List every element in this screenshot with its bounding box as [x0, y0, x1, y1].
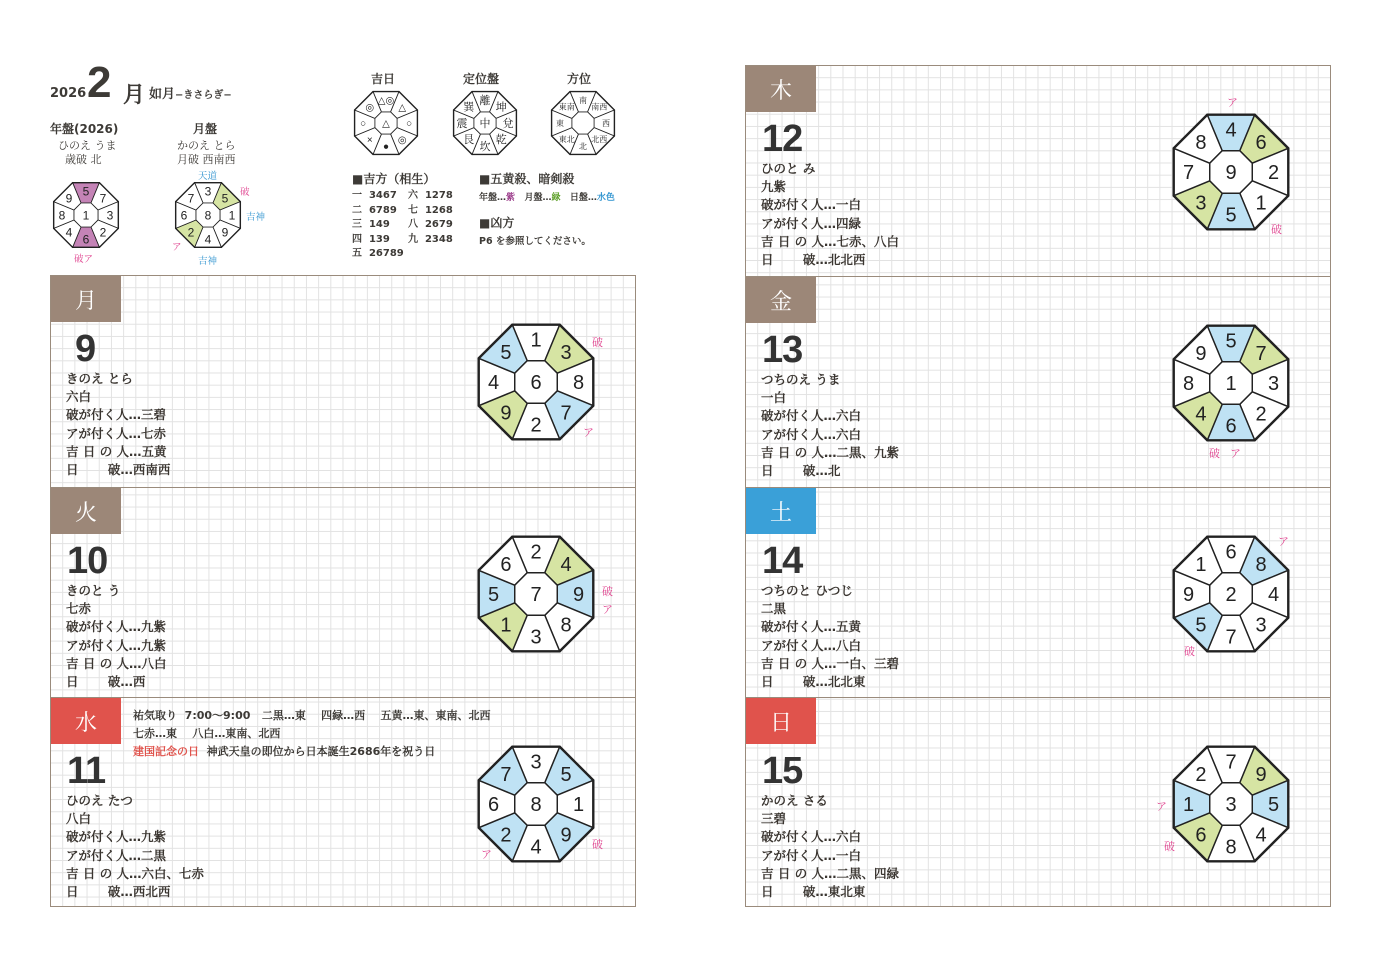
board-number: ○ — [359, 118, 367, 130]
detail-line: アが付く人…九紫 — [66, 637, 167, 653]
board-mark: 破 — [592, 838, 603, 851]
board-number: 7 — [1182, 162, 1195, 185]
board-number: 4 — [530, 836, 542, 859]
detail-line: 日 破…北北東 — [761, 674, 866, 690]
board-number: 9 — [1195, 343, 1207, 366]
board-number: 1 — [572, 794, 585, 817]
month-board-octagon — [172, 180, 244, 250]
board-number: 1 — [1182, 794, 1195, 817]
detail-line: 九紫 — [761, 179, 787, 195]
board-number: 6 — [487, 794, 500, 817]
board-number: ◎ — [397, 134, 407, 146]
kippou-item: 六 1278 — [408, 190, 453, 201]
board-number: 6 — [1225, 541, 1237, 564]
board-number: 9 — [65, 191, 73, 206]
board-mark: 破 — [602, 585, 613, 598]
month-board-title: 月盤 — [193, 122, 218, 136]
board-number: 5 — [82, 184, 90, 199]
board-number: 8 — [560, 614, 572, 637]
month-a: ア — [172, 242, 182, 253]
kippou-item: 九 2348 — [408, 233, 453, 245]
board-mark: ア — [1156, 800, 1167, 813]
board-number: 5 — [487, 584, 500, 607]
month-kichijin-right: 吉神 — [246, 212, 266, 223]
board-number: 2 — [530, 414, 542, 437]
board-mark: ア — [602, 603, 613, 616]
detail-line: 日 破…東北東 — [761, 884, 866, 900]
board-number: 4 — [487, 372, 500, 395]
board-number: 3 — [1255, 614, 1267, 637]
board-number: 離 — [479, 94, 491, 107]
board-number: 1 — [228, 208, 236, 223]
board-center-number: 2 — [1225, 584, 1237, 607]
board-number: 4 — [1255, 824, 1267, 847]
board-number: 9 — [572, 584, 585, 607]
detail-line: 破が付く人…五黄 — [761, 619, 862, 635]
board-number: 8 — [1195, 132, 1207, 155]
day-details — [66, 370, 170, 479]
board-center-number: 8 — [530, 794, 542, 817]
right-day-panel — [745, 65, 1331, 907]
board-number: 4 — [1195, 403, 1207, 426]
teiiban-octagon — [448, 89, 522, 157]
day-board-octagon — [1168, 741, 1294, 867]
board-center-number: 8 — [204, 208, 212, 223]
board-number: 7 — [1255, 343, 1267, 366]
kippou-item: 七 1268 — [408, 204, 453, 216]
board-number: 7 — [1225, 626, 1237, 649]
board-number: 東南 — [558, 102, 575, 112]
detail-line: 八白 — [66, 811, 92, 827]
weekday-tag: 土 — [746, 488, 816, 534]
board-number: △◎ — [377, 95, 395, 107]
board-number: 5 — [1225, 204, 1237, 227]
board-number: 5 — [500, 342, 512, 365]
board-mark: ア — [1227, 96, 1238, 109]
month-board-line1: かのえ とら — [177, 139, 236, 152]
board-number: 6 — [1225, 415, 1237, 438]
board-number: 8 — [1182, 373, 1195, 396]
detail-line: 日 破…西南西 — [66, 462, 171, 478]
day-board-octagon — [1168, 531, 1294, 657]
day-section — [746, 66, 1330, 276]
board-number: 1 — [500, 614, 512, 637]
board-center — [572, 112, 594, 134]
day-board-octagon — [473, 319, 599, 445]
board-mark: ア — [481, 848, 492, 861]
board-mark: 破 — [592, 336, 603, 349]
detail-line: 三碧 — [761, 811, 787, 827]
board-number: 6 — [1195, 824, 1207, 847]
board-number: 7 — [187, 191, 195, 206]
kippou-item: 一 3467 — [352, 190, 397, 201]
board-number: 4 — [560, 554, 572, 577]
board-number: 6 — [500, 554, 512, 577]
kichijitsu-octagon — [349, 89, 423, 157]
year-board-line1: ひのえ うま — [58, 139, 117, 152]
board-number: 3 — [530, 626, 542, 649]
board-number: 2 — [1267, 162, 1280, 185]
day-details — [761, 160, 899, 269]
board-number: 5 — [1267, 794, 1280, 817]
detail-line: ひのと み — [761, 161, 816, 176]
kippou-item: 四 139 — [352, 233, 390, 245]
board-number: 東北 — [558, 135, 575, 145]
day-board-octagon — [1168, 320, 1294, 446]
board-number: ◎ — [365, 102, 375, 114]
detail-line: 日 破…北 — [761, 463, 841, 479]
weekday-tag: 日 — [746, 698, 816, 744]
detail-line: 吉 日 の 人…二黒、九紫 — [761, 444, 900, 460]
month-board-line2: 月破 西南西 — [177, 153, 236, 166]
year-board-title: 年盤(2026) — [50, 122, 119, 136]
day-number: 14 — [762, 540, 803, 582]
year-board-octagon — [50, 180, 122, 250]
board-number: 1 — [1195, 554, 1207, 577]
detail-line: 破が付く人…九紫 — [66, 619, 167, 635]
detail-line: アが付く人…一白 — [761, 847, 862, 863]
detail-line: 吉 日 の 人…八白 — [66, 655, 167, 671]
month-char: 月 — [123, 83, 146, 108]
board-number: 9 — [500, 402, 512, 425]
detail-line: 吉 日 の 人…七赤、八白 — [761, 233, 900, 249]
board-number: 6 — [180, 208, 188, 223]
board-number: 2 — [1255, 403, 1267, 426]
gosatsu-title: ■五黄殺、暗剣殺 — [479, 172, 575, 186]
board-number: 7 — [560, 402, 572, 425]
kippou-title: ■吉方（相生） — [352, 172, 436, 186]
board-number: 9 — [1255, 764, 1267, 787]
month-name: 如月−きさらぎ− — [149, 87, 232, 102]
day-section — [51, 276, 635, 487]
board-number: ● — [382, 141, 390, 153]
kyouhou-note: P6 を参照してください。 — [479, 236, 591, 247]
detail-line: 破が付く人…九紫 — [66, 829, 167, 845]
detail-line: かのえ さる — [761, 793, 828, 808]
kippou-item: 五 26789 — [352, 248, 404, 259]
month-number: 2 — [87, 58, 110, 107]
weekday-tag: 月 — [51, 276, 121, 322]
kippou-item: 三 149 — [352, 219, 390, 230]
weekday-tag: 火 — [51, 488, 121, 534]
day-number: 9 — [75, 328, 96, 370]
month-kichijin-bottom: 吉神 — [198, 256, 218, 267]
weekday-tag: 金 — [746, 277, 816, 323]
detail-line: アが付く人…四緑 — [761, 215, 862, 231]
day-board-octagon — [1168, 109, 1294, 235]
teiiban-title: 定位盤 — [463, 72, 500, 86]
detail-line: 七赤 — [66, 601, 92, 617]
board-number: 6 — [1255, 132, 1267, 155]
board-mark: 破 — [1209, 447, 1220, 460]
day-section — [746, 697, 1330, 908]
day-number: 12 — [762, 118, 803, 160]
detail-line: 破が付く人…六白 — [761, 408, 862, 424]
year-board-line2: 歳破 北 — [65, 153, 102, 166]
gosatsu-legend: 年盤…紫 月盤…緑 日盤…水色 — [479, 193, 615, 203]
day-section — [51, 487, 635, 697]
board-mark: ア — [1230, 447, 1241, 460]
detail-line: 吉 日 の 人…二黒、四緑 — [761, 865, 900, 881]
board-number: 5 — [1225, 330, 1237, 353]
yuki-note: 祐気取り 7:00〜9:00 二黒…東 四緑…西 五黄…東、東南、北西 七赤…東 八白…東南、北西 建国記念の日 神武天皇の即位から日本誕生2686年を祝う日 — [133, 709, 491, 758]
day-details — [761, 582, 899, 691]
board-center-number: 7 — [530, 584, 542, 607]
board-number: 2 — [187, 225, 195, 240]
board-number: 3 — [1267, 373, 1280, 396]
detail-line: 日 破…北北西 — [761, 252, 866, 268]
board-number: 9 — [560, 824, 572, 847]
detail-line: 日 破…西 — [66, 674, 146, 690]
board-number: 8 — [572, 372, 585, 395]
board-number: 5 — [560, 764, 572, 787]
board-number: 北 — [579, 141, 587, 151]
holiday-desc: 神武天皇の即位から日本誕生2686年を祝う日 — [199, 745, 436, 758]
detail-line: つちのえ うま — [761, 372, 841, 387]
left-day-panel — [50, 275, 636, 907]
detail-line: つちのと ひつじ — [761, 583, 853, 598]
board-center-number: 中 — [479, 117, 491, 130]
day-details — [761, 792, 899, 901]
board-number: △ — [398, 102, 407, 114]
board-center-number: 3 — [1225, 794, 1237, 817]
board-mark: 破 — [1184, 645, 1195, 658]
detail-line: 六白 — [66, 389, 92, 405]
board-number: 3 — [530, 751, 542, 774]
board-number: 4 — [1225, 119, 1237, 142]
day-board-octagon — [473, 531, 599, 657]
kyouhou-title: ■凶方 — [479, 216, 515, 230]
kippou-item: 二 6789 — [352, 204, 397, 216]
holiday-name: 建国記念の日 — [133, 745, 199, 758]
day-details — [66, 792, 204, 901]
board-number: 7 — [99, 191, 107, 206]
year: 2026 — [50, 86, 87, 101]
detail-line: 吉 日 の 人…五黄 — [66, 443, 167, 459]
board-number: × — [366, 134, 373, 146]
board-mark: ア — [1278, 535, 1289, 548]
day-number: 15 — [762, 750, 803, 792]
board-number: 4 — [65, 225, 73, 240]
board-center-number: △ — [382, 118, 390, 130]
day-number: 11 — [67, 750, 106, 792]
board-center-number: 9 — [1225, 162, 1237, 185]
month-tendo: 天道 — [198, 171, 218, 182]
board-number: 坎 — [479, 140, 491, 153]
kichijitsu-title: 吉日 — [371, 72, 396, 86]
board-number: 8 — [58, 208, 66, 223]
day-section — [746, 487, 1330, 697]
board-number: 2 — [530, 541, 542, 564]
weekday-tag: 水 — [51, 698, 121, 744]
board-number: 5 — [1195, 614, 1207, 637]
detail-line: きのえ とら — [66, 371, 133, 386]
board-number: 4 — [204, 232, 212, 247]
day-section — [746, 276, 1330, 487]
board-number: 1 — [1255, 192, 1267, 215]
detail-line: ひのえ たつ — [66, 793, 133, 808]
board-number: 8 — [1255, 554, 1267, 577]
detail-line: 日 破…西北西 — [66, 884, 171, 900]
detail-line: 破が付く人…一白 — [761, 197, 862, 213]
detail-line: 吉 日 の 人…六白、七赤 — [66, 865, 205, 881]
board-number: 東 — [556, 118, 564, 128]
board-mark: ア — [583, 426, 594, 439]
detail-line: 破が付く人…六白 — [761, 829, 862, 845]
board-number: 2 — [1195, 764, 1207, 787]
board-mark: 破 — [1164, 840, 1175, 853]
board-number: 北西 — [591, 135, 608, 145]
day-number: 10 — [67, 540, 108, 582]
detail-line: 一白 — [761, 390, 787, 406]
day-number: 13 — [762, 329, 803, 371]
detail-line: アが付く人…二黒 — [66, 847, 167, 863]
board-number: 南 — [579, 95, 587, 105]
board-number: 艮 — [463, 134, 475, 147]
board-number: 2 — [99, 225, 107, 240]
detail-line: 破が付く人…三碧 — [66, 407, 167, 423]
year-board-mark: 破ア — [74, 254, 94, 265]
board-number: 7 — [1225, 751, 1237, 774]
board-number: 巽 — [463, 101, 475, 114]
board-center-number: 1 — [82, 208, 90, 223]
board-number: 8 — [1225, 836, 1237, 859]
board-number: 4 — [1267, 584, 1280, 607]
board-number: 9 — [221, 225, 229, 240]
board-number: 坤 — [495, 101, 507, 114]
detail-line: アが付く人…七赤 — [66, 425, 167, 441]
board-number: 乾 — [495, 134, 507, 147]
detail-line: アが付く人…六白 — [761, 426, 862, 442]
day-section — [51, 697, 635, 908]
detail-line: アが付く人…八白 — [761, 637, 862, 653]
board-number: 1 — [530, 329, 542, 352]
board-number: 震 — [456, 117, 468, 130]
board-number: 2 — [500, 824, 512, 847]
detail-line: 二黒 — [761, 601, 787, 617]
day-details — [761, 371, 899, 480]
kippou-item: 八 2679 — [408, 219, 453, 230]
board-number: ○ — [405, 118, 413, 130]
detail-line: 吉 日 の 人…一白、三碧 — [761, 655, 900, 671]
board-number: 3 — [106, 208, 114, 223]
board-number: 兌 — [502, 117, 514, 130]
month-ha: 破 — [240, 187, 250, 198]
board-number: 3 — [560, 342, 572, 365]
board-number: 3 — [1195, 192, 1207, 215]
board-center-number: 6 — [530, 372, 542, 395]
houi-octagon — [546, 89, 620, 157]
weekday-tag: 木 — [746, 66, 816, 112]
board-number: 7 — [500, 764, 512, 787]
houi-title: 方位 — [567, 72, 592, 86]
board-number: 6 — [82, 232, 90, 247]
board-number: 南西 — [591, 102, 608, 112]
board-number: 西 — [602, 118, 610, 128]
board-number: 3 — [204, 184, 212, 199]
board-center-number: 1 — [1225, 373, 1237, 396]
board-mark: 破 — [1271, 223, 1282, 236]
board-number: 5 — [221, 191, 229, 206]
board-number: 9 — [1182, 584, 1195, 607]
day-details — [66, 582, 167, 691]
detail-line: きのと う — [66, 583, 121, 598]
